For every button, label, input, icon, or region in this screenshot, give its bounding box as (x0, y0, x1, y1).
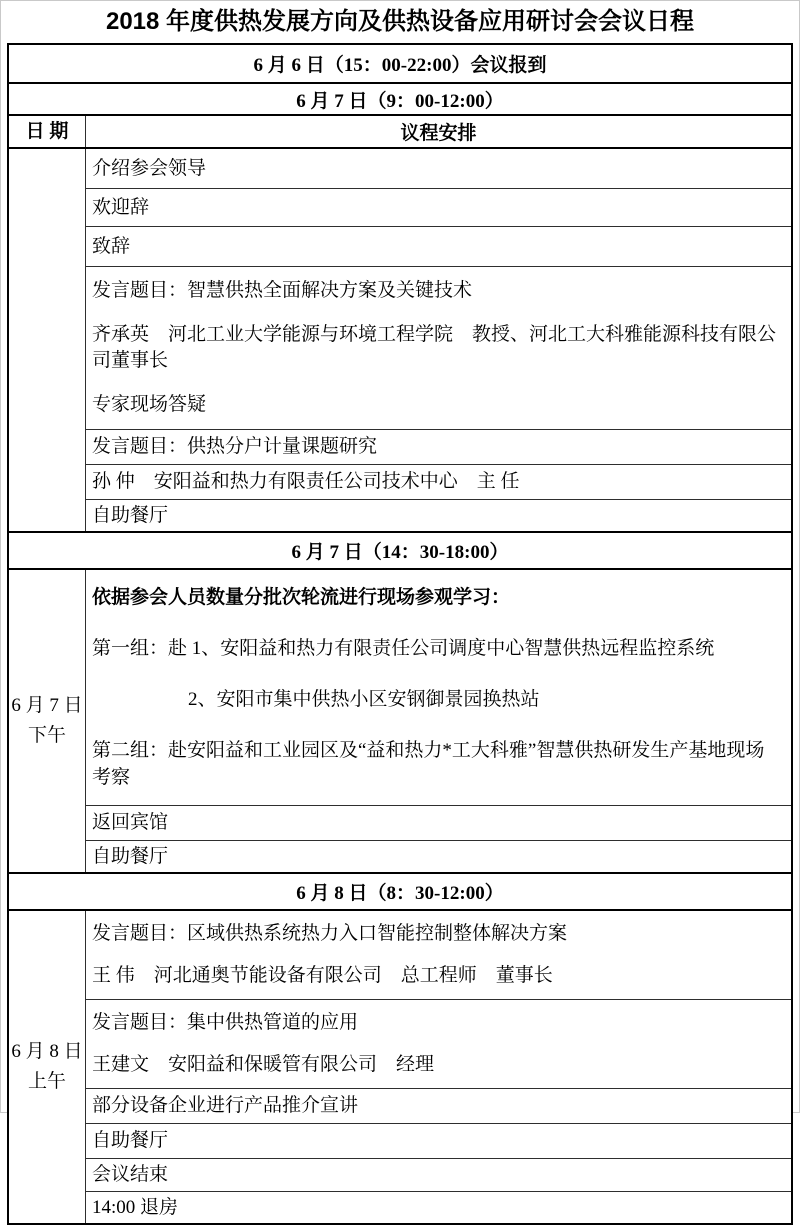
agenda-row-talk4 (86, 1000, 791, 1089)
date-line-1: 6 月 7 日 (11, 695, 83, 716)
agenda-text: 孙 仲 安阳益和热力有限责任公司技术中心 主 任 (92, 471, 520, 492)
header-date-cell: 日 期 (9, 116, 86, 147)
talk3-topic: 发言题目：区域供热系统热力入口智能控制整体解决方案 (92, 923, 568, 944)
header-agenda-cell: 议程安排 (400, 123, 477, 144)
agenda-row-talk3 (86, 911, 791, 1000)
date-cell-jun7-morning-empty (9, 149, 86, 531)
visit-group1: 第一组：赴 1、安阳益和热力有限责任公司调度中心智慧供热远程监控系统 (92, 638, 715, 659)
agenda-col-jun8-morning (86, 911, 791, 1223)
agenda-row-buffet-3 (86, 1124, 791, 1159)
session-header-jun8-am (9, 874, 791, 911)
banner-jun6-text: 6 月 6 日（15：00-22:00）会议报到 (253, 55, 547, 76)
section-jun8-morning (9, 911, 791, 1223)
agenda-row-welcome (86, 189, 791, 227)
agenda-text: 介绍参会领导 (92, 157, 207, 179)
agenda-row-site-visit (86, 570, 791, 806)
talk4-speaker: 王建文 安阳益和保暖管有限公司 经理 (92, 1054, 435, 1075)
visit-group1-stop2: 2、安阳市集中供热小区安钢御景园换热站 (188, 689, 540, 710)
agenda-text: 发言题目：供热分户计量课题研究 (92, 436, 378, 457)
date-line-2: 上午 (27, 1071, 66, 1092)
visit-plan-title: 依据参会人员数量分批次轮流进行现场参观学习： (92, 587, 511, 608)
agenda-row-product-promo (86, 1089, 791, 1124)
session-header-text: 6 月 8 日（8：30-12:00） (296, 883, 504, 904)
agenda-row-talk2-speaker (86, 465, 791, 500)
agenda-text: 14:00 退房 (92, 1196, 179, 1218)
talk1-topic: 发言题目：智慧供热全面解决方案及关键技术 (92, 280, 473, 301)
agenda-col-jun7-morning (86, 149, 791, 531)
banner-jun6-checkin (9, 45, 791, 84)
talk1-qa: 专家现场答疑 (92, 394, 207, 415)
agenda-text: 会议结束 (92, 1164, 169, 1185)
agenda-text: 自助餐厅 (92, 845, 169, 867)
agenda-text: 自助餐厅 (92, 1130, 169, 1151)
talk4-topic: 发言题目：集中供热管道的应用 (92, 1012, 359, 1033)
page-title: 2018 年度供热发展方向及供热设备应用研讨会会议日程 (105, 8, 695, 35)
agenda-text: 返回宾馆 (92, 812, 169, 833)
agenda-text: 自助餐厅 (92, 504, 169, 526)
agenda-table (7, 43, 793, 1225)
section-jun7-morning (9, 149, 791, 533)
talk3-speaker: 王 伟 河北通奥节能设备有限公司 总工程师 董事长 (92, 965, 553, 986)
agenda-row-return-hotel (86, 806, 791, 841)
session-header-text: 6 月 7 日（14：30-18:00） (291, 542, 509, 563)
agenda-row-buffet-2 (86, 841, 791, 872)
agenda-row-intro-leaders (86, 149, 791, 189)
agenda-row-meeting-end (86, 1159, 791, 1192)
session-header-jun7-pm (9, 533, 791, 570)
agenda-row-buffet-1 (86, 500, 791, 531)
date-cell-jun7-pm (9, 570, 86, 872)
talk1-speaker: 齐承英 河北工业大学能源与环境工程学院 教授、河北工大科雅能源科技有限公司董事长 (92, 324, 777, 371)
agenda-row-talk2-topic (86, 430, 791, 465)
agenda-text: 部分设备企业进行产品推介宣讲 (92, 1095, 359, 1116)
agenda-text: 致辞 (92, 235, 131, 257)
agenda-row-talk1 (86, 267, 791, 430)
banner-jun7-am-session (9, 84, 791, 116)
date-line-1: 6 月 8 日 (11, 1041, 83, 1062)
agenda-row-checkout (86, 1192, 791, 1223)
date-cell-jun8-am (9, 911, 86, 1223)
visit-group2: 第二组：赴安阳益和工业园区及“益和热力*工大科雅”智慧供热研发生产基地现场考察 (92, 740, 765, 788)
agenda-col-jun7-afternoon (86, 570, 791, 872)
banner-jun7-text: 6 月 7 日（9：00-12:00） (296, 90, 504, 112)
table-header-row (9, 116, 791, 149)
date-line-2: 下午 (27, 725, 66, 746)
section-jun7-afternoon (9, 570, 791, 874)
agenda-text: 欢迎辞 (92, 196, 150, 218)
agenda-row-speech (86, 227, 791, 267)
